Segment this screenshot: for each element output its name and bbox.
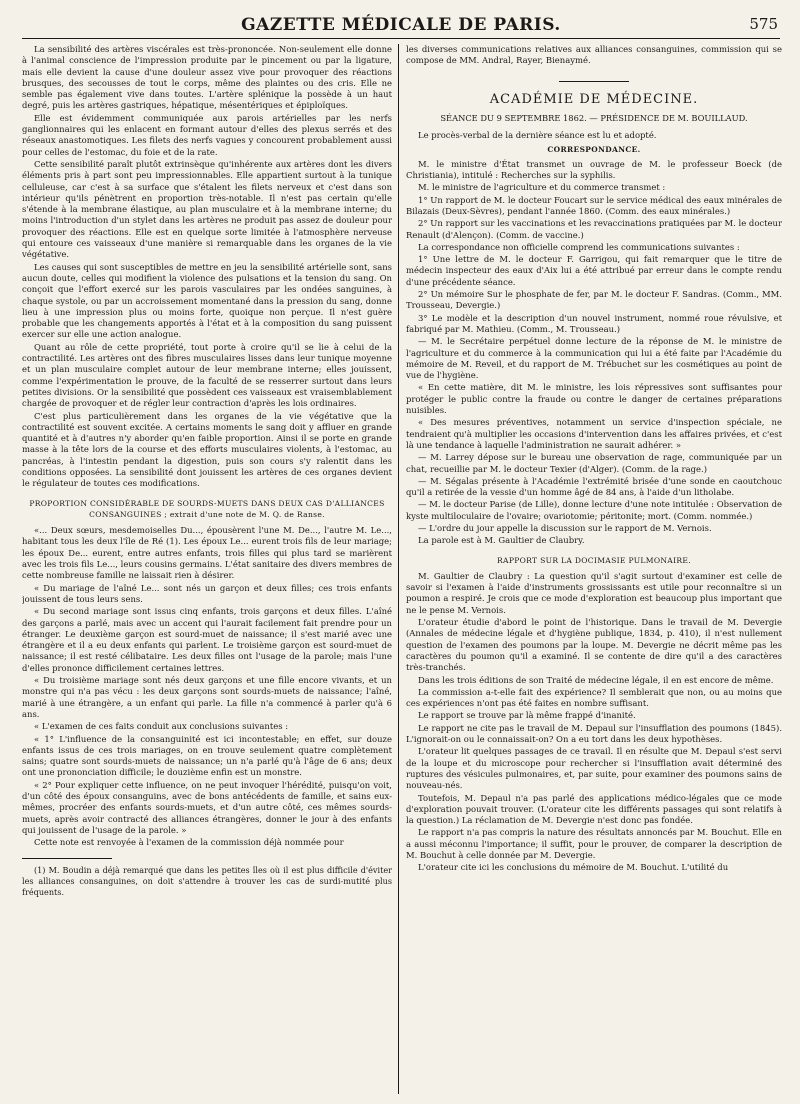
paragraph: Cette note est renvoyée à l'examen de la commission déjà nommée pour (34, 837, 344, 848)
paragraph: 1° Une lettre de M. le docteur F. Garrigou, qui fait remarquer que le titre de médecin inspecteur des eaux d'Aix lui a été attribué par erreur dans le compte rendu d'une précédente séance. (406, 254, 782, 287)
paragraph: 1° Un rapport de M. le docteur Foucart sur le service médical des eaux minérales de Bilazais (Deux-Sèvres), pendant l'année 1860. (Comm. des eaux minérales.) (406, 194, 782, 216)
footnote: (1) M. Boudin a déjà remarqué que dans les petites îles où il est plus difficile d'éviter les alliances consanguines, on doit s'attendre à trouver les cas de surdi-mutité plus fréquents. (22, 865, 392, 898)
paragraph: — L'ordre du jour appelle la discussion sur le rapport de M. Vernois. (418, 522, 712, 533)
paragraph: La sensibilité des artères viscérales est très-prononcée. Non-seulement elle donne à l'animal conscience de l'impression produite par le pincement ou par la ligature, mais elle devient la cause d'une douleur assez vive pour provoquer des réactions brusques, des secousses de tout le corps, même des plaintes ou des cris. Elle ne semble pas également vive dans toutes. L'artère splénique la possède à un haut degré, puis les artères gastriques, hépatique, mésentériques et épiploïques. (22, 44, 392, 111)
left-column (22, 44, 392, 1094)
academy-title: ACADÉMIE DE MÉDECINE. (489, 91, 699, 107)
paragraph: Le rapport ne cite pas le travail de M. Depaul sur l'insufflation des poumons (1845). L'ignorait-on ou le connaissait-on? On a eu tort dans les deux hypothèses. (406, 722, 782, 745)
paragraph: «... Deux sœurs, mesdemoiselles Du..., épousèrent l'une M. De..., l'autre M. Le..., habitant tous les deux l'île de Ré (1). Les époux Le... eurent trois fils de leur mariage; les époux De... eurent, entre autres enfants, trois filles qui plus tard se marièrent avec les trois fils Le..., leurs cousins germains. L'état sanitaire des divers membres de cette nombreuse famille ne laissait rien à désirer. (22, 525, 392, 581)
paragraph: M. le ministre de l'agriculture et du commerce transmet : (418, 182, 666, 193)
section-separator (559, 81, 629, 82)
paragraph: les diverses communications relatives aux alliances consanguines, commission qui se compose de MM. Andral, Rayer, Bienaymé. (406, 44, 782, 66)
footnote-rule (22, 858, 112, 859)
page-header (22, 12, 780, 39)
paragraph: « Du troisième mariage sont nés deux garçons et une fille encore vivants, et un monstre qui n'a pas vécu : les deux garçons sont sourds-muets de naissance; l'aîné, marié à une étrangère, a un enfant qui parle. La fille n'a commencé à parler qu'à 6 ans. (22, 675, 392, 719)
paragraph: L'orateur cite ici les conclusions du mémoire de M. Bouchut. L'utilité du (418, 862, 729, 873)
paragraph: « L'examen de ces faits conduit aux conclusions suivantes : (34, 721, 289, 732)
paragraph: « En cette matière, dit M. le ministre, les lois répressives sont suffisantes pour protéger le public contre la fraude ou contre le danger de certaines préparations nuisibles. (406, 382, 782, 416)
paragraph: 2° Un rapport sur les vaccinations et les revaccinations pratiquées par M. le docteur Renault (d'Alençon). (Comm. de vaccine.) (406, 218, 782, 240)
paragraph: M. le ministre d'État transmet un ouvrage de M. le professeur Boeck (de Christiania), intitulé : Recherches sur la syphilis. (406, 158, 782, 181)
paragraph: — M. Larrey dépose sur le bureau une observation de rage, communiquée par un chat, recueillie par M. le docteur Texier (d'Alger). (Comm. de la rage.) (406, 452, 782, 474)
seance-line: SÉANCE DU 9 SEPTEMBRE 1862. — PRÉSIDENCE DE M. BOUILLAUD. (440, 112, 748, 123)
paragraph: Le rapport se trouve par là même frappé d'inanité. (418, 710, 636, 721)
paragraph: Quant au rôle de cette propriété, tout porte à croire qu'il se lie à celui de la contractilité. Les artères ont des fibres musculaires lisses dans leur tunique moyenne et un plan musculaire complet autour de leur membrane interne; elles jouissent, comme l'expérimentation le prouve, de la faculté de se resserrer surtout dans leurs petites divisions. Or la sensibilité que possèdent ces vaisseaux est vraisemblablement chargée de provoquer et de régler leur contraction d'après les lois ordinaires. (22, 341, 392, 409)
paragraph: La commission a-t-elle fait des expérience? Il semblerait que non, ou au moins que ces expériences n'ont pas été faites en nombre suffisant. (406, 686, 782, 709)
journal-title: GAZETTE MÉDICALE DE PARIS. (241, 15, 561, 35)
paragraph: — M. le Secrétaire perpétuel donne lecture de la réponse de M. le ministre de l'agriculture et du commerce à la communication qui lui a été faite par l'Académie du mémoire de M. Reveil, et du rapport de M. Trébuchet sur les cosmétiques au point de vue de l'hygiène. (406, 336, 782, 381)
paragraph: 2° Un mémoire Sur le phosphate de fer, par M. le docteur F. Sandras. (Comm., MM. Trousseau, Devergie.) (406, 289, 782, 311)
paragraph: « 1° L'influence de la consanguinité est ici incontestable; en effet, sur douze enfants issus de ces trois mariages, on en trouve seulement quatre complètement sains; quatre sont sourds-muets de naissance; un n'a parlé qu'à l'âge de 6 ans; deux ont une prononciation difficile; le douzième enfin est un monstre. (22, 733, 392, 778)
page-number: 575 (749, 15, 778, 33)
paragraph: Cette sensibilité paraît plutôt extrinsèque qu'inhérente aux artères dont les divers éléments pris à part sont peu impressionnables. Elle appartient surtout à la tunique celluleuse, car c'est à sa surface que s'étalent les filets nerveux et c'est dans son intérieur qu'ils pénètrent en proportion très-notable. Il n'est pas certain qu'elle s'étende à la membrane élastique, au plan musculaire et à la membrane interne; du moins l'introduction d'un stylet dans les artères ne produit pas assez de douleur pour provoquer des réactions. Elle est en quelque sorte limitée à l'atmosphère nerveuse qui entoure ces vaisseaux d'une manière si remarquable dans les organes de la vie végétative. (22, 158, 392, 260)
paragraph: M. Gaultier de Claubry : La question qu'il s'agit surtout d'examiner est celle de savoir si l'examen à l'aide d'instruments grossissants est utile pour reconnaître si un poumon a respiré. Je crois que ce mode d'exploration est beaucoup plus important que ne le pense M. Vernois. (406, 570, 782, 615)
paragraph: La parole est à M. Gaultier de Claubry. (418, 535, 585, 546)
paragraph: « Des mesures préventives, notamment un service d'inspection spéciale, ne tendraient qu'à multiplier les occasions d'intervention dans les affaires privées, et c'est là une tendance à laquelle l'administration ne saurait adhérer. » (406, 417, 782, 450)
paragraph: C'est plus particulièrement dans les organes de la vie végétative que la contractilité est souvent excitée. A certains moments le sang doit y affluer en grande quantité et à d'autres n'y aborder qu'en faible proportion. Ainsi il se porte en grande masse à la tête lors de la course et des efforts musculaires violents, à l'estomac, au pancréas, à l'intestin pendant la digestion, puis son cours s'y ralentit dans les conditions opposées. La sensibilité dont jouissent les artères de ces organes devient le régulateur de toutes ces modifications. (22, 410, 392, 489)
paragraph: La correspondance non officielle comprend les communications suivantes : (418, 241, 740, 252)
rapport-title: RAPPORT SUR LA DOCIMASIE PULMONAIRE. (497, 555, 691, 565)
paragraph: Les causes qui sont susceptibles de mettre en jeu la sensibilité artérielle sont, sans aucun doute, celles qui modifient la violence des pulsations et la tension du sang. On conçoit que l'effort exercé sur les parois vasculaires par les ondées sanguines, à chaque systole, ou par un accroissement momentané dans la pression du sang, donne lieu à une impression plus ou moins forte, quoique non perçue. Il n'est guère probable que les changements apportés à l'état et à la composition du sang puissent exercer sur elle une action analogue. (22, 261, 392, 340)
paragraph: Toutefois, M. Depaul n'a pas parlé des applications médico-légales que ce mode d'exploration pouvait trouver. (L'orateur cite les différents passages qui sont relatifs à la question.) La réclamation de M. Devergie n'est donc pas fondée. (406, 792, 782, 826)
paragraph: L'orateur lit quelques passages de ce travail. Il en résulte que M. Depaul s'est servi de la loupe et du microscope pour rechercher si l'insufflation avait déterminé des ruptures des vésicules pulmonaires, et, par suite, pour examiner des poumons sains de nouveau-nés. (406, 746, 782, 791)
paragraph: « 2° Pour expliquer cette influence, on ne peut invoquer l'hérédité, puisqu'on voit, d'un côté des époux consanguins, avec de bons antécédents de famille, et sains eux-mêmes, procréer des enfants sourds-muets, et d'un autre côté, ces mêmes sourds-muets, après avoir contracté des alliances étrangères, donner le jour à des enfants qui jouissent de l'usage de la parole. » (22, 779, 392, 835)
section-title: PROPORTION CONSIDÉRABLE DE SOURDS-MUETS DANS DEUX CAS D'ALLIANCES CONSANGUINES ; extrait d'une note de M. Q. de Ranse. (29, 498, 385, 519)
paragraph: — M. le docteur Parise (de Lille), donne lecture d'une note intitulée : Observation de kyste multiloculaire de l'ovaire; ovariotomie; péritonite; mort. (Comm. nommée.) (406, 499, 782, 521)
paragraph: L'orateur étudie d'abord le point de l'historique. Dans le travail de M. Devergie (Annales de médecine légale et d'hygiène publique, 1834, p. 410), il n'est nullement question de l'examen des poumons par la loupe. M. Devergie ne décrit même pas les caractères du poumon qu'il a examiné. Il se contente de dire qu'il a des caractères très-tranchés. (406, 617, 782, 673)
correspondance-title: CORRESPONDANCE. (547, 145, 641, 155)
paragraph: « Du second mariage sont issus cinq enfants, trois garçons et deux filles. L'aîné des garçons a parlé, mais avec un accent qui l'aurait facilement fait prendre pour un étranger. Le deuxième garçon est sourd-muet de naissance; il s'est marié avec une étrangère et il a eu deux enfants qui parlent. Le troisième garçon est sourd-muet de naissance; il est resté célibataire. Les deux filles ont l'usage de la parole; mais l'une d'elles prononce difficilement certaines lettres. (22, 606, 392, 673)
column-divider (398, 44, 399, 1094)
paragraph: Dans les trois éditions de son Traité de médecine légale, il en est encore de même. (418, 674, 774, 685)
paragraph: Le procès-verbal de la dernière séance est lu et adopté. (418, 130, 657, 141)
paragraph: Le rapport n'a pas compris la nature des résultats annoncés par M. Bouchut. Elle en a aussi méconnu l'importance; il suffit, pour le prouver, de comparer la description de M. Bouchut à celle donnée par M. Devergie. (406, 827, 782, 860)
paragraph: — M. Ségalas présente à l'Académie l'extrémité brisée d'une sonde en caoutchouc qu'il a retirée de la vessie d'un homme âgé de 84 ans, à l'aide d'un litholabe. (406, 475, 782, 498)
paragraph: 3° Le modèle et la description d'un nouvel instrument, nommé roue révulsive, et fabriqué par M. Mathieu. (Comm., M. Trousseau.) (406, 312, 782, 334)
paragraph: « Du mariage de l'aîné Le... sont nés un garçon et deux filles; ces trois enfants jouissent de tous leurs sens. (22, 582, 392, 604)
paragraph: Elle est évidemment communiquée aux parois artérielles par les nerfs ganglionnaires qui les enlacent en formant autour d'elles des plexus serrés et des réseaux anastomotiques. Les filets des nerfs vagues y concourent probablement aussi pour celles de l'estomac, du foie et de la rate. (22, 112, 392, 157)
right-column (406, 44, 782, 1094)
